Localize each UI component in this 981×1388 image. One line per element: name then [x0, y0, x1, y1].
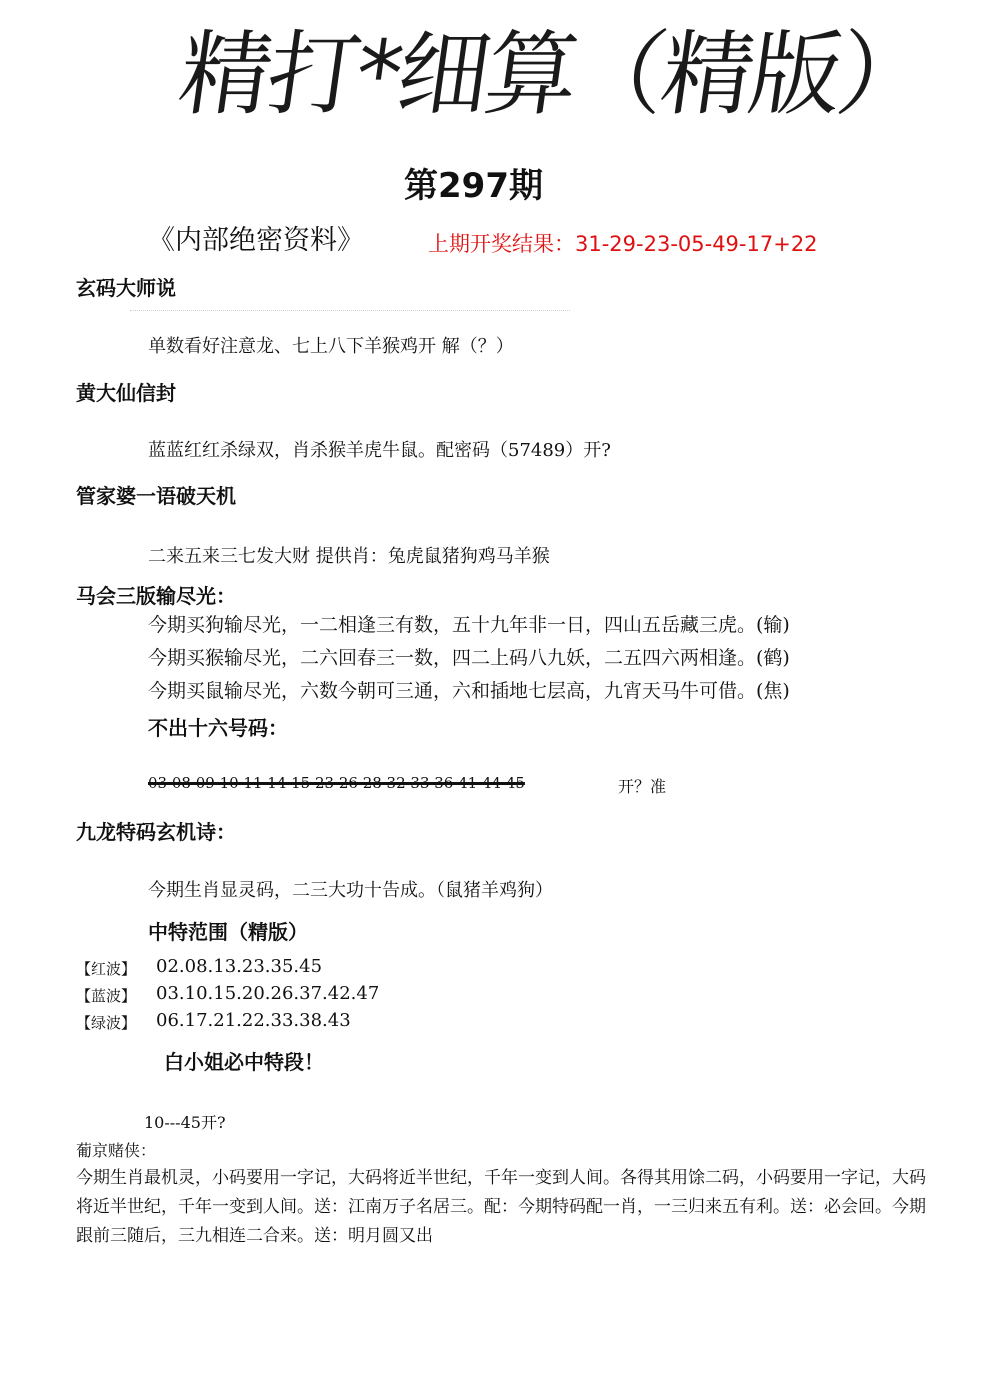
huang-heading: 黄大仙信封 [76, 381, 176, 405]
xuanma-text: 单数看好注意龙、七上八下羊猴鸡开 解（？） [148, 336, 514, 357]
mahui-line-3: 今期买鼠输尽光，六数今朝可三通，六和插地七层高，九宵天马牛可借。(焦) [148, 680, 790, 702]
buchu-numbers: 03 08 09 10 11 14 15 23 26 28 32 33 36 41 44 45 [148, 774, 525, 792]
huang-text: 蓝蓝红红杀绿双，肖杀猴羊虎牛鼠。配密码（57489）开? [148, 440, 611, 461]
xuanma-heading: 玄码大师说 [76, 276, 176, 300]
bai-heading: 白小姐必中特段！ [164, 1050, 324, 1074]
guanjia-text: 二来五来三七发大财 提供肖：兔虎鼠猪狗鸡马羊猴 [148, 546, 550, 567]
jiulong-heading: 九龙特码玄机诗： [76, 820, 236, 844]
zhongte-heading: 中特范围（精版） [148, 920, 308, 944]
last-result: 上期开奖结果：31-29-23-05-49-17+22 [428, 232, 818, 256]
bai-text: 10---45开? [144, 1113, 226, 1132]
mahui-line-2: 今期买猴输尽光，二六回春三一数，四二上码八九妖，二五四六两相逢。(鹤) [148, 647, 790, 669]
wave-values-blue: 03.10.15.20.26.37.42.47 [156, 983, 380, 1004]
buchu-suffix: 开？准 [618, 777, 667, 796]
wave-values-red: 02.08.13.23.35.45 [156, 956, 323, 977]
issue-number: 第297期 [404, 166, 543, 206]
mahui-heading: 马会三版输尽光： [76, 584, 236, 608]
wave-label-blue: 【蓝波】 [76, 987, 137, 1005]
pujing-text: 今期生肖最机灵，小码要用一字记，大码将近半世纪，千年一变到人间。各得其用馀二码，小码要用一字记，大码将近半世纪，千年一变到人间。送：江南万子名居三。配：今期特码配一肖，一三归来五有利。送：必会回。今期跟前三随后，三九相连二合来。送：明月圆又出 [76, 1168, 926, 1246]
book-title: 《内部绝密资料》 [148, 225, 364, 256]
mahui-line-1: 今期买狗输尽光，一二相逢三有数，五十九年非一日，四山五岳藏三虎。(输) [148, 614, 790, 636]
pujing-heading: 葡京赌侠： [76, 1141, 157, 1160]
divider [130, 310, 570, 311]
banner-title: 精打*细算（精版） [172, 21, 934, 128]
wave-values-green: 06.17.21.22.33.38.43 [156, 1010, 351, 1031]
wave-label-red: 【红波】 [76, 960, 137, 978]
jiulong-text: 今期生肖显灵码，二三大功十告成。（鼠猪羊鸡狗） [148, 880, 553, 901]
buchu-heading: 不出十六号码： [148, 716, 288, 740]
guanjia-heading: 管家婆一语破天机 [76, 484, 236, 508]
wave-label-green: 【绿波】 [76, 1014, 137, 1032]
